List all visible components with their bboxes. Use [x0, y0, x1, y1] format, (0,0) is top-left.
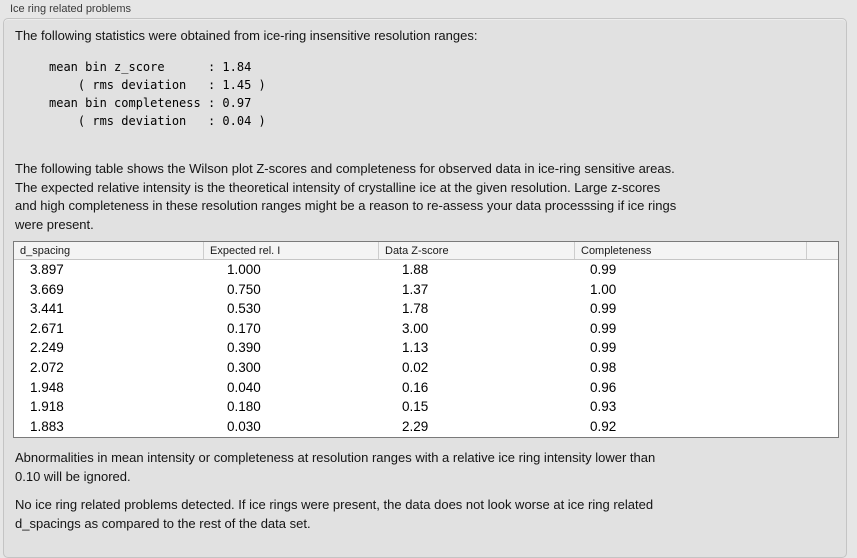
table-cell: 0.040	[227, 379, 261, 395]
text-line: ( rms deviation : 0.04 )	[49, 114, 266, 128]
column-header-completeness[interactable]: Completeness	[575, 242, 807, 259]
table-header-row	[14, 242, 838, 260]
table-cell: 0.96	[590, 379, 617, 395]
table-cell	[807, 338, 838, 358]
table-cell: 1.948	[30, 379, 64, 395]
table-cell: 1.00	[590, 281, 617, 297]
table-cell: 0.390	[227, 340, 261, 356]
table-cell: 0.99	[590, 320, 617, 336]
table-cell: 3.00	[402, 320, 429, 336]
table-cell: 1.78	[402, 301, 429, 317]
table-cell: 1.000	[227, 262, 261, 277]
table-cell: 3.669	[30, 281, 64, 297]
table-row[interactable]	[14, 260, 838, 280]
table-cell: 0.02	[402, 359, 429, 375]
table-cell: 1.13	[402, 340, 429, 356]
table-row[interactable]	[14, 338, 838, 358]
table-cell: 0.16	[402, 379, 429, 395]
text-line: ( rms deviation : 1.45 )	[49, 78, 266, 92]
table-cell: 0.98	[590, 359, 617, 375]
table-cell: 0.530	[227, 301, 261, 317]
text-line: The following table shows the Wilson plot Z-scores and completeness for observed data in ice-ring sensitive areas.	[15, 161, 675, 176]
ice-ring-panel	[3, 18, 847, 558]
table-row[interactable]	[14, 280, 838, 300]
ignore-note-text	[15, 449, 655, 486]
table-cell: 3.441	[30, 301, 64, 317]
text-line: mean bin z_score : 1.84	[49, 60, 252, 74]
text-line: and high completeness in these resolution ranges might be a reason to re-assess your data processsing if ice rings	[15, 198, 677, 213]
table-cell: 0.750	[227, 281, 261, 297]
ice-ring-table[interactable]	[13, 241, 839, 438]
table-cell	[807, 260, 838, 280]
table-cell: 3.897	[30, 262, 64, 277]
text-line: mean bin completeness : 0.97	[49, 96, 252, 110]
table-cell: 0.99	[590, 340, 617, 356]
column-header-blank[interactable]	[807, 242, 838, 259]
table-cell: 0.170	[227, 320, 261, 336]
table-cell: 0.93	[590, 399, 617, 415]
column-header-d-spacing[interactable]: d_spacing	[14, 242, 204, 259]
text-line: were present.	[15, 216, 94, 232]
table-cell: 0.15	[402, 399, 429, 415]
text-line: 0.10 will be ignored.	[15, 468, 131, 484]
column-header-expected-rel-i[interactable]: Expected rel. I	[204, 242, 379, 259]
table-cell: 1.918	[30, 399, 64, 415]
stats-block	[49, 58, 266, 130]
table-cell	[807, 358, 838, 378]
table-cell: 1.37	[402, 281, 429, 297]
table-cell	[807, 378, 838, 398]
table-cell: 2.671	[30, 320, 64, 336]
text-line: Abnormalities in mean intensity or completeness at resolution ranges with a relative ice ring intensity lower than	[15, 450, 656, 465]
table-cell	[807, 280, 838, 300]
text-line: No ice ring related problems detected. If ice rings were present, the data does not look worse at ice ring related	[15, 497, 654, 512]
group-box-title: Ice ring related problems	[10, 3, 132, 15]
table-cell	[807, 417, 838, 437]
intro-text: The following statistics were obtained from ice-ring insensitive resolution ranges:	[15, 28, 478, 43]
table-cell	[807, 319, 838, 339]
table-row[interactable]	[14, 299, 838, 319]
table-cell	[807, 397, 838, 417]
text-line: d_spacings as compared to the rest of the data set.	[15, 515, 311, 531]
table-row[interactable]	[14, 358, 838, 378]
table-cell	[807, 299, 838, 319]
table-cell: 0.030	[227, 418, 261, 434]
text-line: The expected relative intensity is the theoretical intensity of crystalline ice at the given resolution. Large z-scores	[15, 179, 661, 195]
result-note-text	[15, 496, 653, 533]
table-cell: 0.92	[590, 418, 617, 434]
table-cell: 2.29	[402, 418, 429, 434]
table-cell: 0.180	[227, 399, 261, 415]
table-cell: 0.300	[227, 359, 261, 375]
table-cell: 2.249	[30, 340, 64, 356]
table-row[interactable]	[14, 378, 838, 398]
column-header-data-z-score[interactable]: Data Z-score	[379, 242, 575, 259]
table-row[interactable]	[14, 319, 838, 339]
table-cell: 1.88	[402, 262, 429, 277]
table-cell: 0.99	[590, 262, 617, 277]
table-row[interactable]	[14, 397, 838, 417]
description-text	[15, 160, 676, 234]
table-row[interactable]	[14, 417, 838, 437]
table-cell: 2.072	[30, 359, 64, 375]
table-cell: 0.99	[590, 301, 617, 317]
table-body	[14, 260, 838, 436]
table-cell: 1.883	[30, 418, 64, 434]
